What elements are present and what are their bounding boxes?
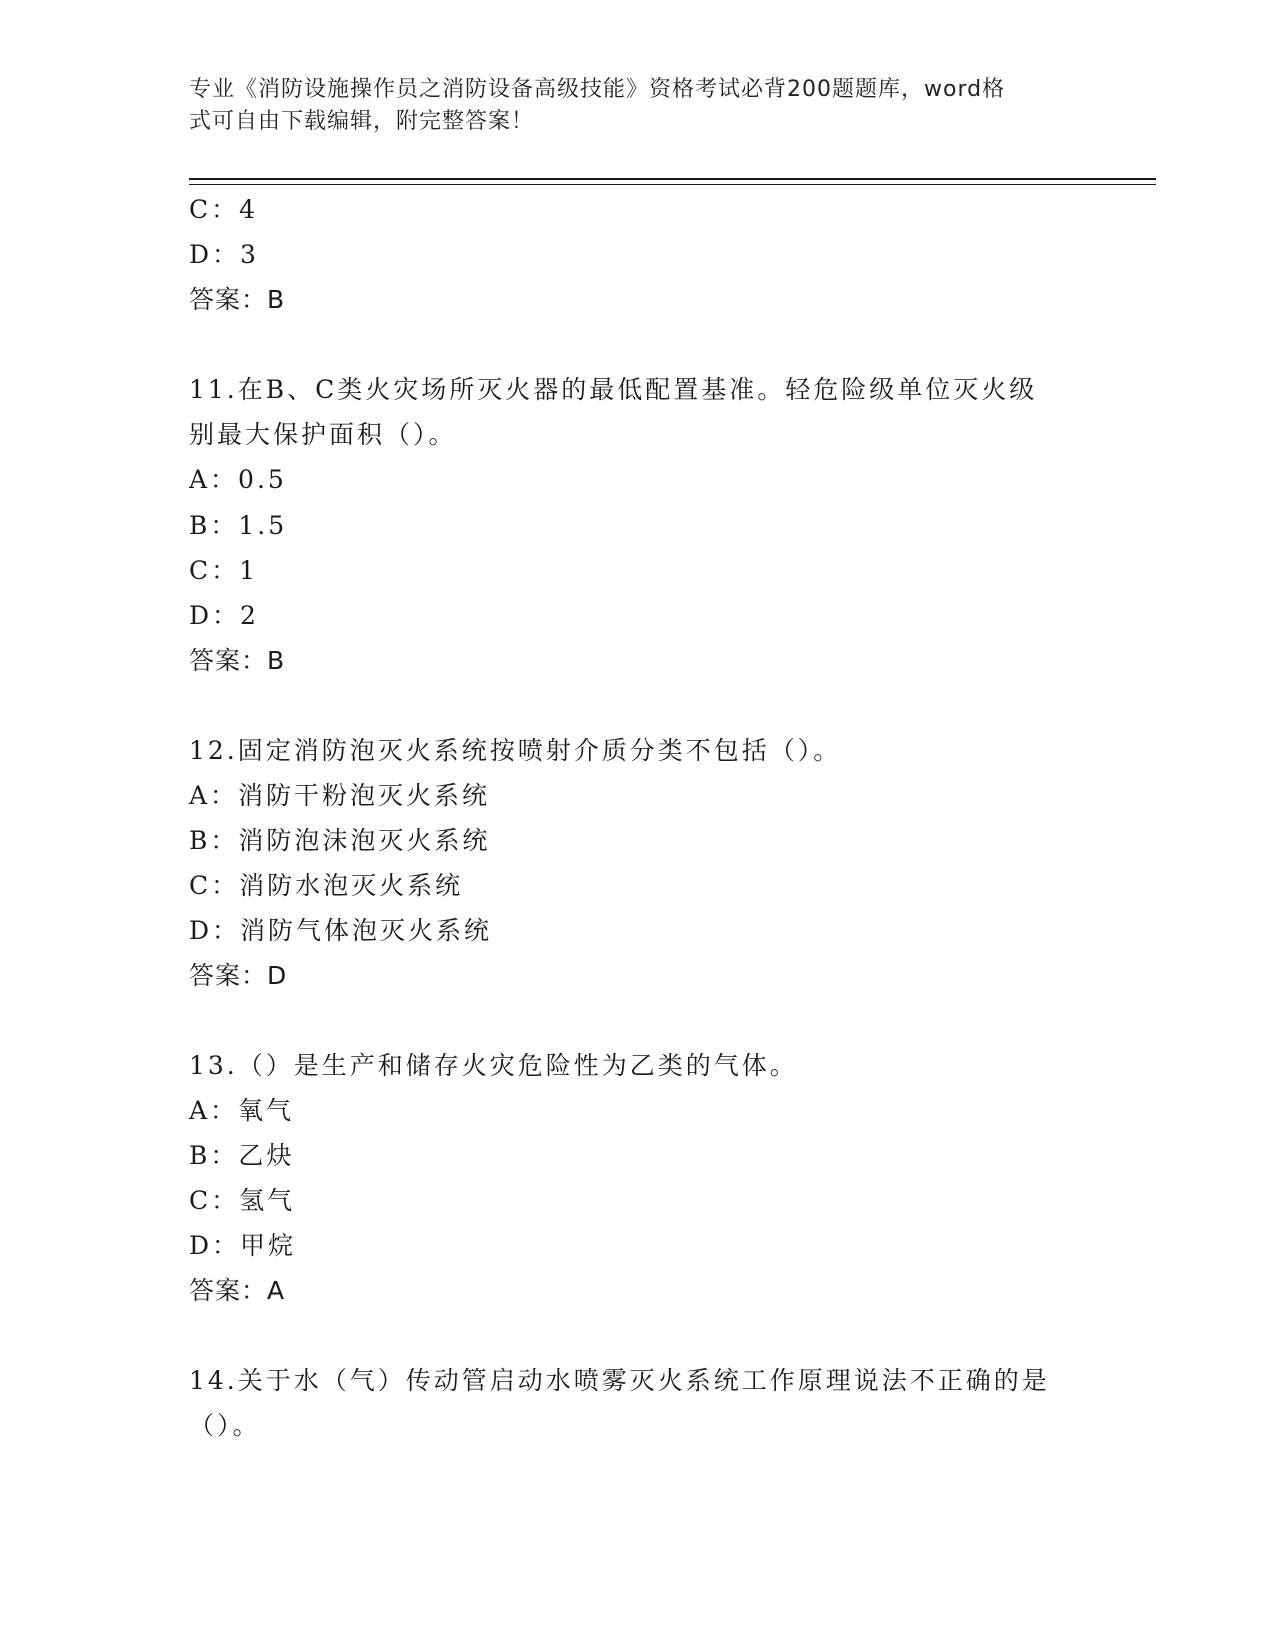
header-line-2: 式可自由下载编辑，附完整答案！ <box>189 109 535 134</box>
question-stem: 12.固定消防泡灭火系统按喷射介质分类不包括（）。 <box>189 736 842 765</box>
option-d: D：消防气体泡灭火系统 <box>189 916 493 945</box>
header-divider-thick <box>189 178 1156 180</box>
question-stem: 14.关于水（气）传动管启动水喷雾灭火系统工作原理说法不正确的是 <box>189 1366 1050 1395</box>
header-divider-thin <box>189 184 1156 185</box>
answer-line: 答案：A <box>189 1276 286 1305</box>
option-a: A：0.5 <box>189 465 287 494</box>
question-stem: 13.（）是生产和储存火灾危险性为乙类的气体。 <box>189 1051 798 1080</box>
answer-line: 答案：D <box>189 961 288 990</box>
option-a: A：消防干粉泡灭火系统 <box>189 781 491 810</box>
document-header <box>189 74 1069 138</box>
option-d: D：2 <box>189 601 259 630</box>
option-b: B：乙炔 <box>189 1141 295 1170</box>
question-stem-continued: （）。 <box>189 1411 261 1440</box>
option-c: C：4 <box>189 195 259 224</box>
option-c: C：消防水泡灭火系统 <box>189 871 464 900</box>
question-stem-continued: 别最大保护面积（）。 <box>189 420 457 449</box>
answer-line: 答案：B <box>189 646 286 675</box>
option-c: C：1 <box>189 556 259 585</box>
option-a: A：氧气 <box>189 1096 295 1125</box>
header-line-1: 专业《消防设施操作员之消防设备高级技能》资格考试必背200题题库，word格 <box>189 77 1006 102</box>
option-c: C：氢气 <box>189 1186 296 1215</box>
option-d: D：3 <box>189 240 259 269</box>
answer-line: 答案：B <box>189 285 286 314</box>
option-b: B：1.5 <box>189 511 288 540</box>
option-d: D：甲烷 <box>189 1231 297 1260</box>
option-b: B：消防泡沫泡灭火系统 <box>189 826 491 855</box>
question-stem: 11.在B、C类火灾场所灭火器的最低配置基准。轻危险级单位灭火级 <box>189 375 1038 404</box>
